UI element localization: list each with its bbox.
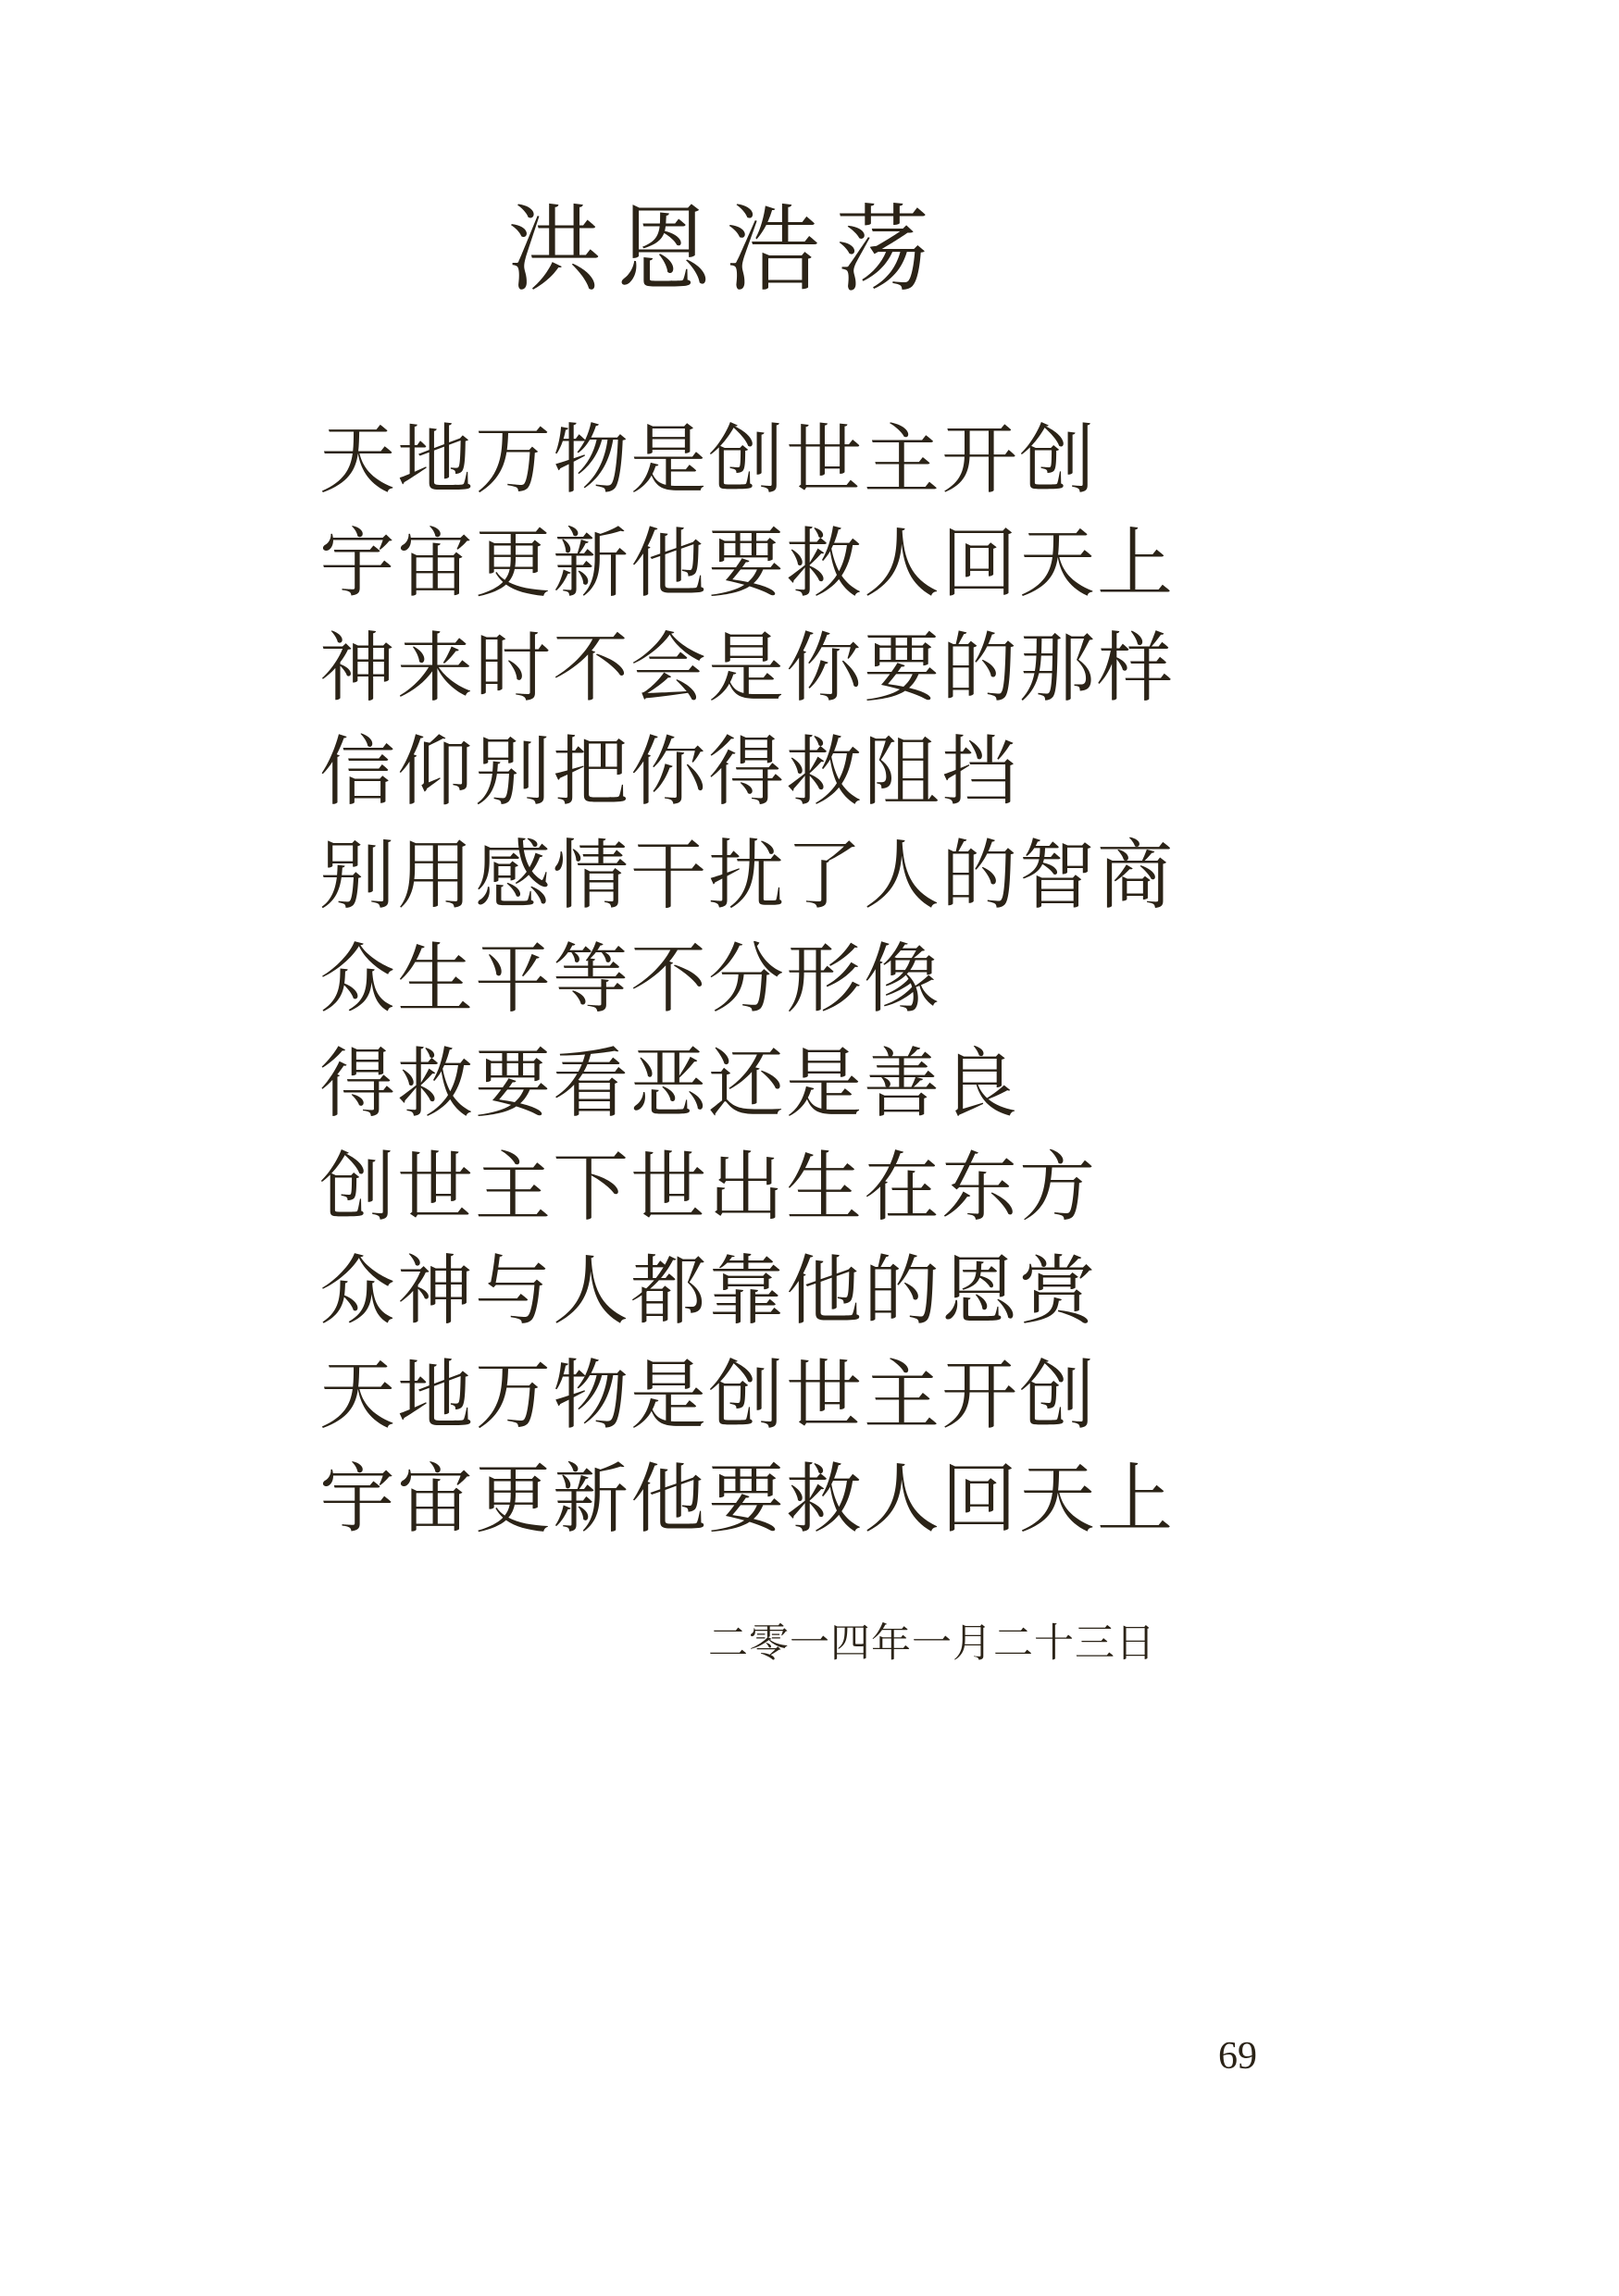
poem-line: 创世主下世出生在东方 — [319, 1144, 1098, 1233]
poem-date: 二零一四年一月二十三日 — [708, 1620, 1156, 1667]
poem-line: 众生平等不分形像 — [319, 936, 942, 1024]
poem-line: 宇宙更新他要救人回天上 — [319, 520, 1176, 609]
poem-line: 宇宙更新他要救人回天上 — [319, 1455, 1176, 1544]
page-number: 69 — [1218, 2035, 1257, 2078]
poem-line: 信仰别把你得救阻挡 — [319, 727, 1020, 816]
poem-line: 众神与人都靠他的恩赏 — [319, 1247, 1098, 1336]
poem-line: 神来时不会是你要的那样 — [319, 624, 1176, 713]
poem-line: 天地万物是创世主开创 — [319, 1351, 1098, 1440]
poem-line: 天地万物是创世主开创 — [319, 416, 1098, 504]
poem-line: 别用感情干扰了人的智商 — [319, 832, 1176, 921]
poem-body — [319, 409, 1175, 1552]
poem-title: 洪恩浩荡 — [507, 195, 944, 305]
poem-line: 得救要看恶还是善良 — [319, 1039, 1020, 1128]
